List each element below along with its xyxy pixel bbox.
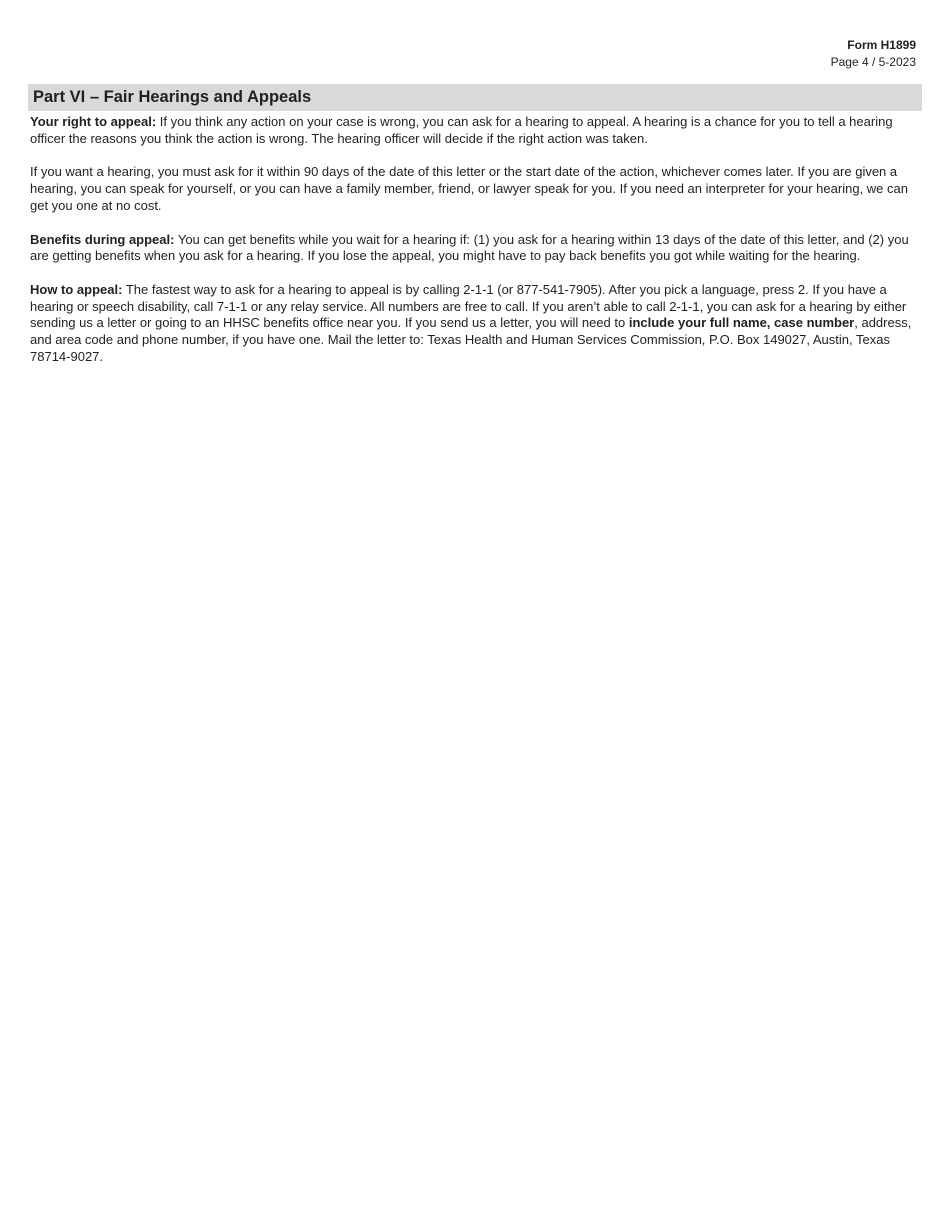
right-to-appeal-paragraph (30, 114, 922, 147)
fair-hearings-section (28, 84, 922, 382)
benefits-during-appeal-label: Benefits during appeal: (30, 231, 175, 247)
want-hearing-paragraph (30, 164, 922, 214)
how-to-appeal-label: How to appeal: (30, 281, 123, 297)
benefits-during-appeal-text: You can get benefits while you wait for a hearing if: (1) you ask for a hearing within 13 days of the date of this letter, and (2) you are getting benefits when you ask for a hearing. If you lose the appeal, you might have to pay back benefits you got while waiting for the hearing. (30, 231, 909, 264)
page-header (831, 37, 916, 71)
want-hearing-text: If you want a hearing, you must ask for it within 90 days of the date of this letter or the start date of the action, whichever comes later. If you are given a hearing, you can speak for yourself, or you can have a family member, friend, or lawyer speak for you. If you need an interpreter for your hearing, we can get you one at no cost. (30, 164, 908, 213)
right-to-appeal-label: Your right to appeal: (30, 114, 157, 129)
page-info: Page 4 / 5-2023 (830, 55, 916, 69)
how-to-appeal-emphasis: include your full name, case number (628, 315, 855, 331)
right-to-appeal-text: If you think any action on your case is wrong, you can ask for a hearing to appeal. A hearing is a chance for you to tell a hearing officer the reasons you think the action is wrong. The hearing officer will decide if the right action was taken. (30, 114, 893, 146)
how-to-appeal-paragraph (30, 282, 922, 366)
how-to-appeal-text-before: The fastest way to ask for a hearing to appeal is by calling 2-1-1 (or 877-541-7905). After you pick a language, press 2. If you have a hearing or speech disability, call 7-1-1 or any relay service. All numbers are free to call. If you aren’t able to call 2-1-1, you can ask for a hearing by either sending us a letter or going to an HHSC benefits office near you. If you send us a letter, you will need to (30, 281, 907, 331)
benefits-during-appeal-paragraph (30, 232, 922, 265)
section-title: Part VI – Fair Hearings and Appeals (28, 84, 922, 111)
how-to-appeal-text-after: , address, and area code and phone number, if you have one. Mail the letter to: Texas Health and Human Services Commission, P.O. Box 149027, Austin, Texas 78714-9027. (30, 315, 912, 364)
form-id: Form H1899 (847, 38, 916, 52)
